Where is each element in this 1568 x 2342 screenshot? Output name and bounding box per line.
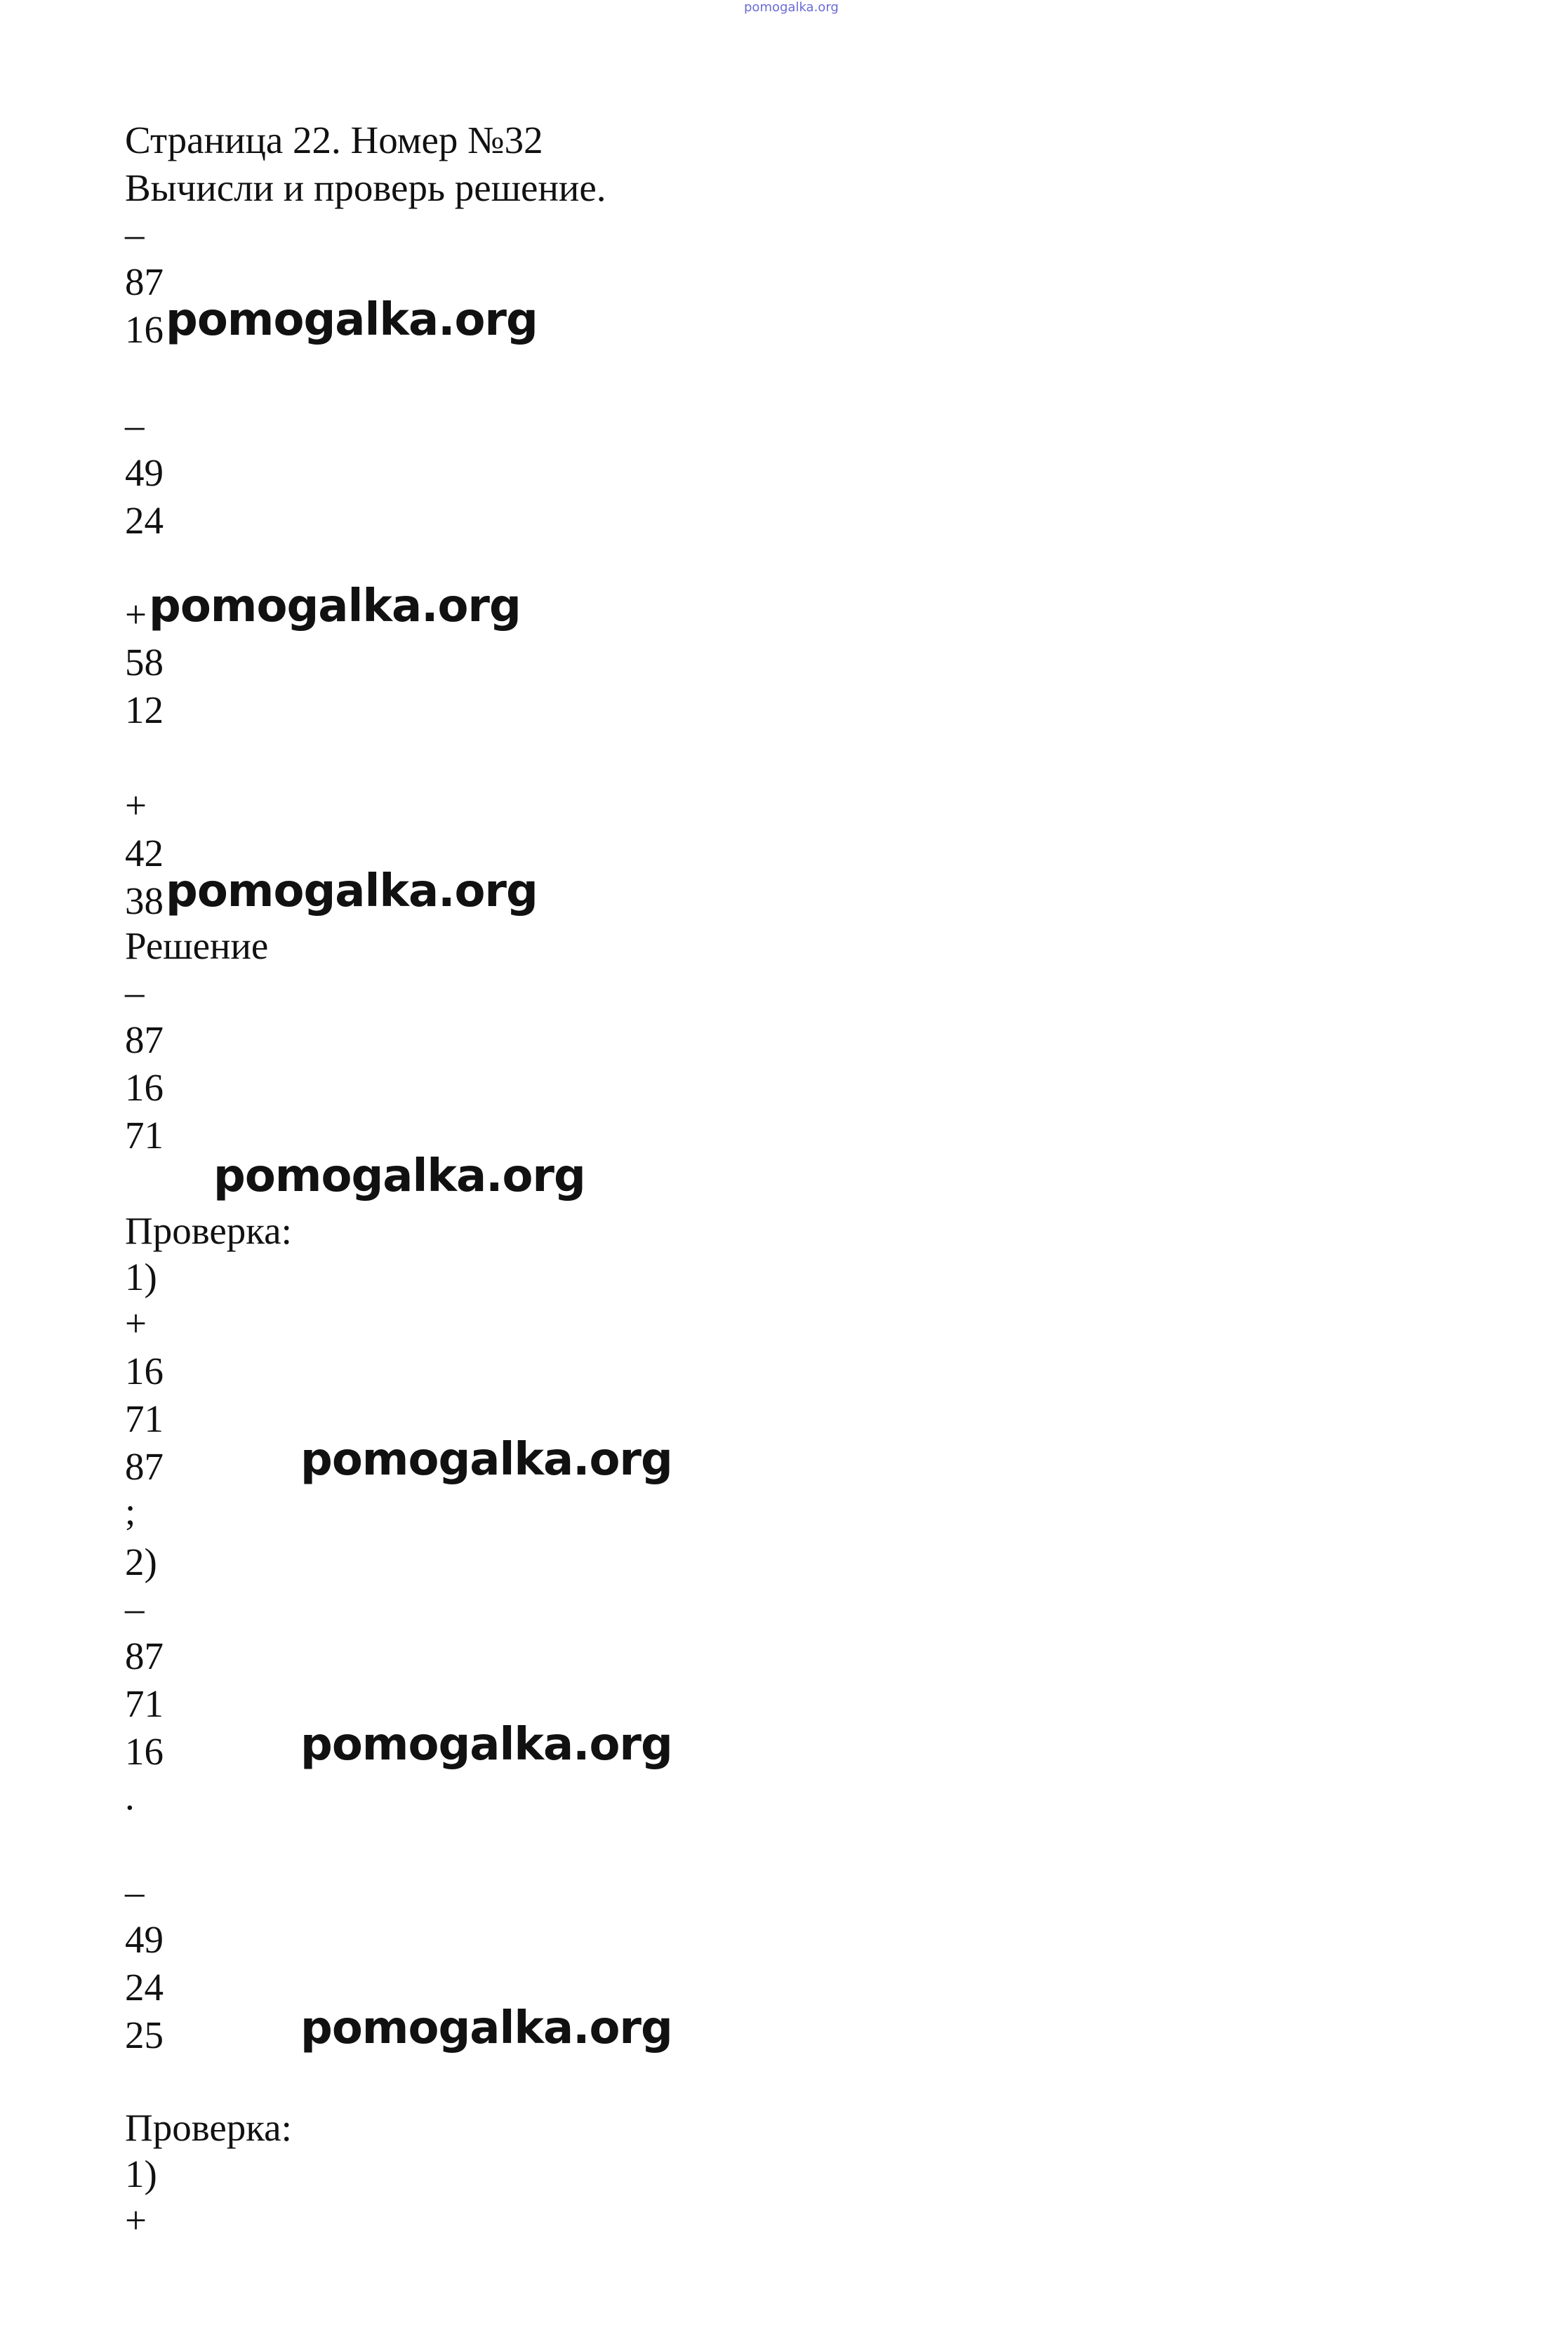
watermark: pomogalka.org [166,865,538,917]
watermark: pomogalka.org [149,580,521,632]
exercise-1-operand-b: 16 [125,308,164,351]
watermark: pomogalka.org [300,1434,672,1486]
check-1-step-1-operand-a: 16 [125,1350,164,1392]
exercise-1-operator: – [125,213,145,255]
solution-1-operand-a: 87 [125,1018,164,1061]
check-1-step-1-end: ; [125,1490,136,1533]
solution-1-operator: – [125,971,145,1013]
exercise-3-operand-b: 12 [125,688,164,731]
check-1-step-2-operator: – [125,1587,145,1630]
task-statement: Вычисли и проверь решение. [125,166,606,209]
check-1-step-1-label: 1) [125,1256,157,1298]
exercise-3-operand-a: 58 [125,641,164,684]
solution-2-result: 25 [125,2014,164,2056]
check-2-step-1-label: 1) [125,2153,157,2195]
solution-2-operator: – [125,1870,145,1913]
check-1-label: Проверка: [125,1209,292,1252]
exercise-1-operand-a: 87 [125,260,164,303]
check-1-step-2-label: 2) [125,1541,157,1583]
check-1-step-2-operand-a: 87 [125,1635,164,1677]
solution-1-operand-b: 16 [125,1066,164,1109]
watermark: pomogalka.org [213,1150,585,1202]
watermark: pomogalka.org [300,2002,672,2054]
solution-2-operand-a: 49 [125,1918,164,1961]
check-1-step-2-operand-b: 71 [125,1682,164,1725]
watermark: pomogalka.org [300,1719,672,1771]
exercise-2-operand-a: 49 [125,451,164,494]
exercise-4-operator: + [125,784,147,827]
check-1-step-2-result: 16 [125,1730,164,1773]
check-2-step-1-operator: + [125,2199,147,2242]
solution-heading: Решение [125,924,269,967]
check-2-label: Проверка: [125,2106,292,2149]
exercise-2-operand-b: 24 [125,499,164,542]
exercise-3-operator: + [125,593,147,636]
check-1-step-1-operator: + [125,1302,147,1345]
watermark: pomogalka.org [166,294,538,346]
exercise-2-operator: – [125,404,145,446]
exercise-4-operand-b: 38 [125,879,164,922]
check-1-step-1-operand-b: 71 [125,1397,164,1440]
solution-2-operand-b: 24 [125,1966,164,2009]
exercise-4-operand-a: 42 [125,832,164,874]
check-1-step-1-result: 87 [125,1445,164,1488]
site-header-label: pomogalka.org [744,0,839,15]
page-title: Страница 22. Номер №32 [125,119,543,161]
check-1-step-2-end: . [125,1775,135,1818]
solution-1-result: 71 [125,1114,164,1157]
